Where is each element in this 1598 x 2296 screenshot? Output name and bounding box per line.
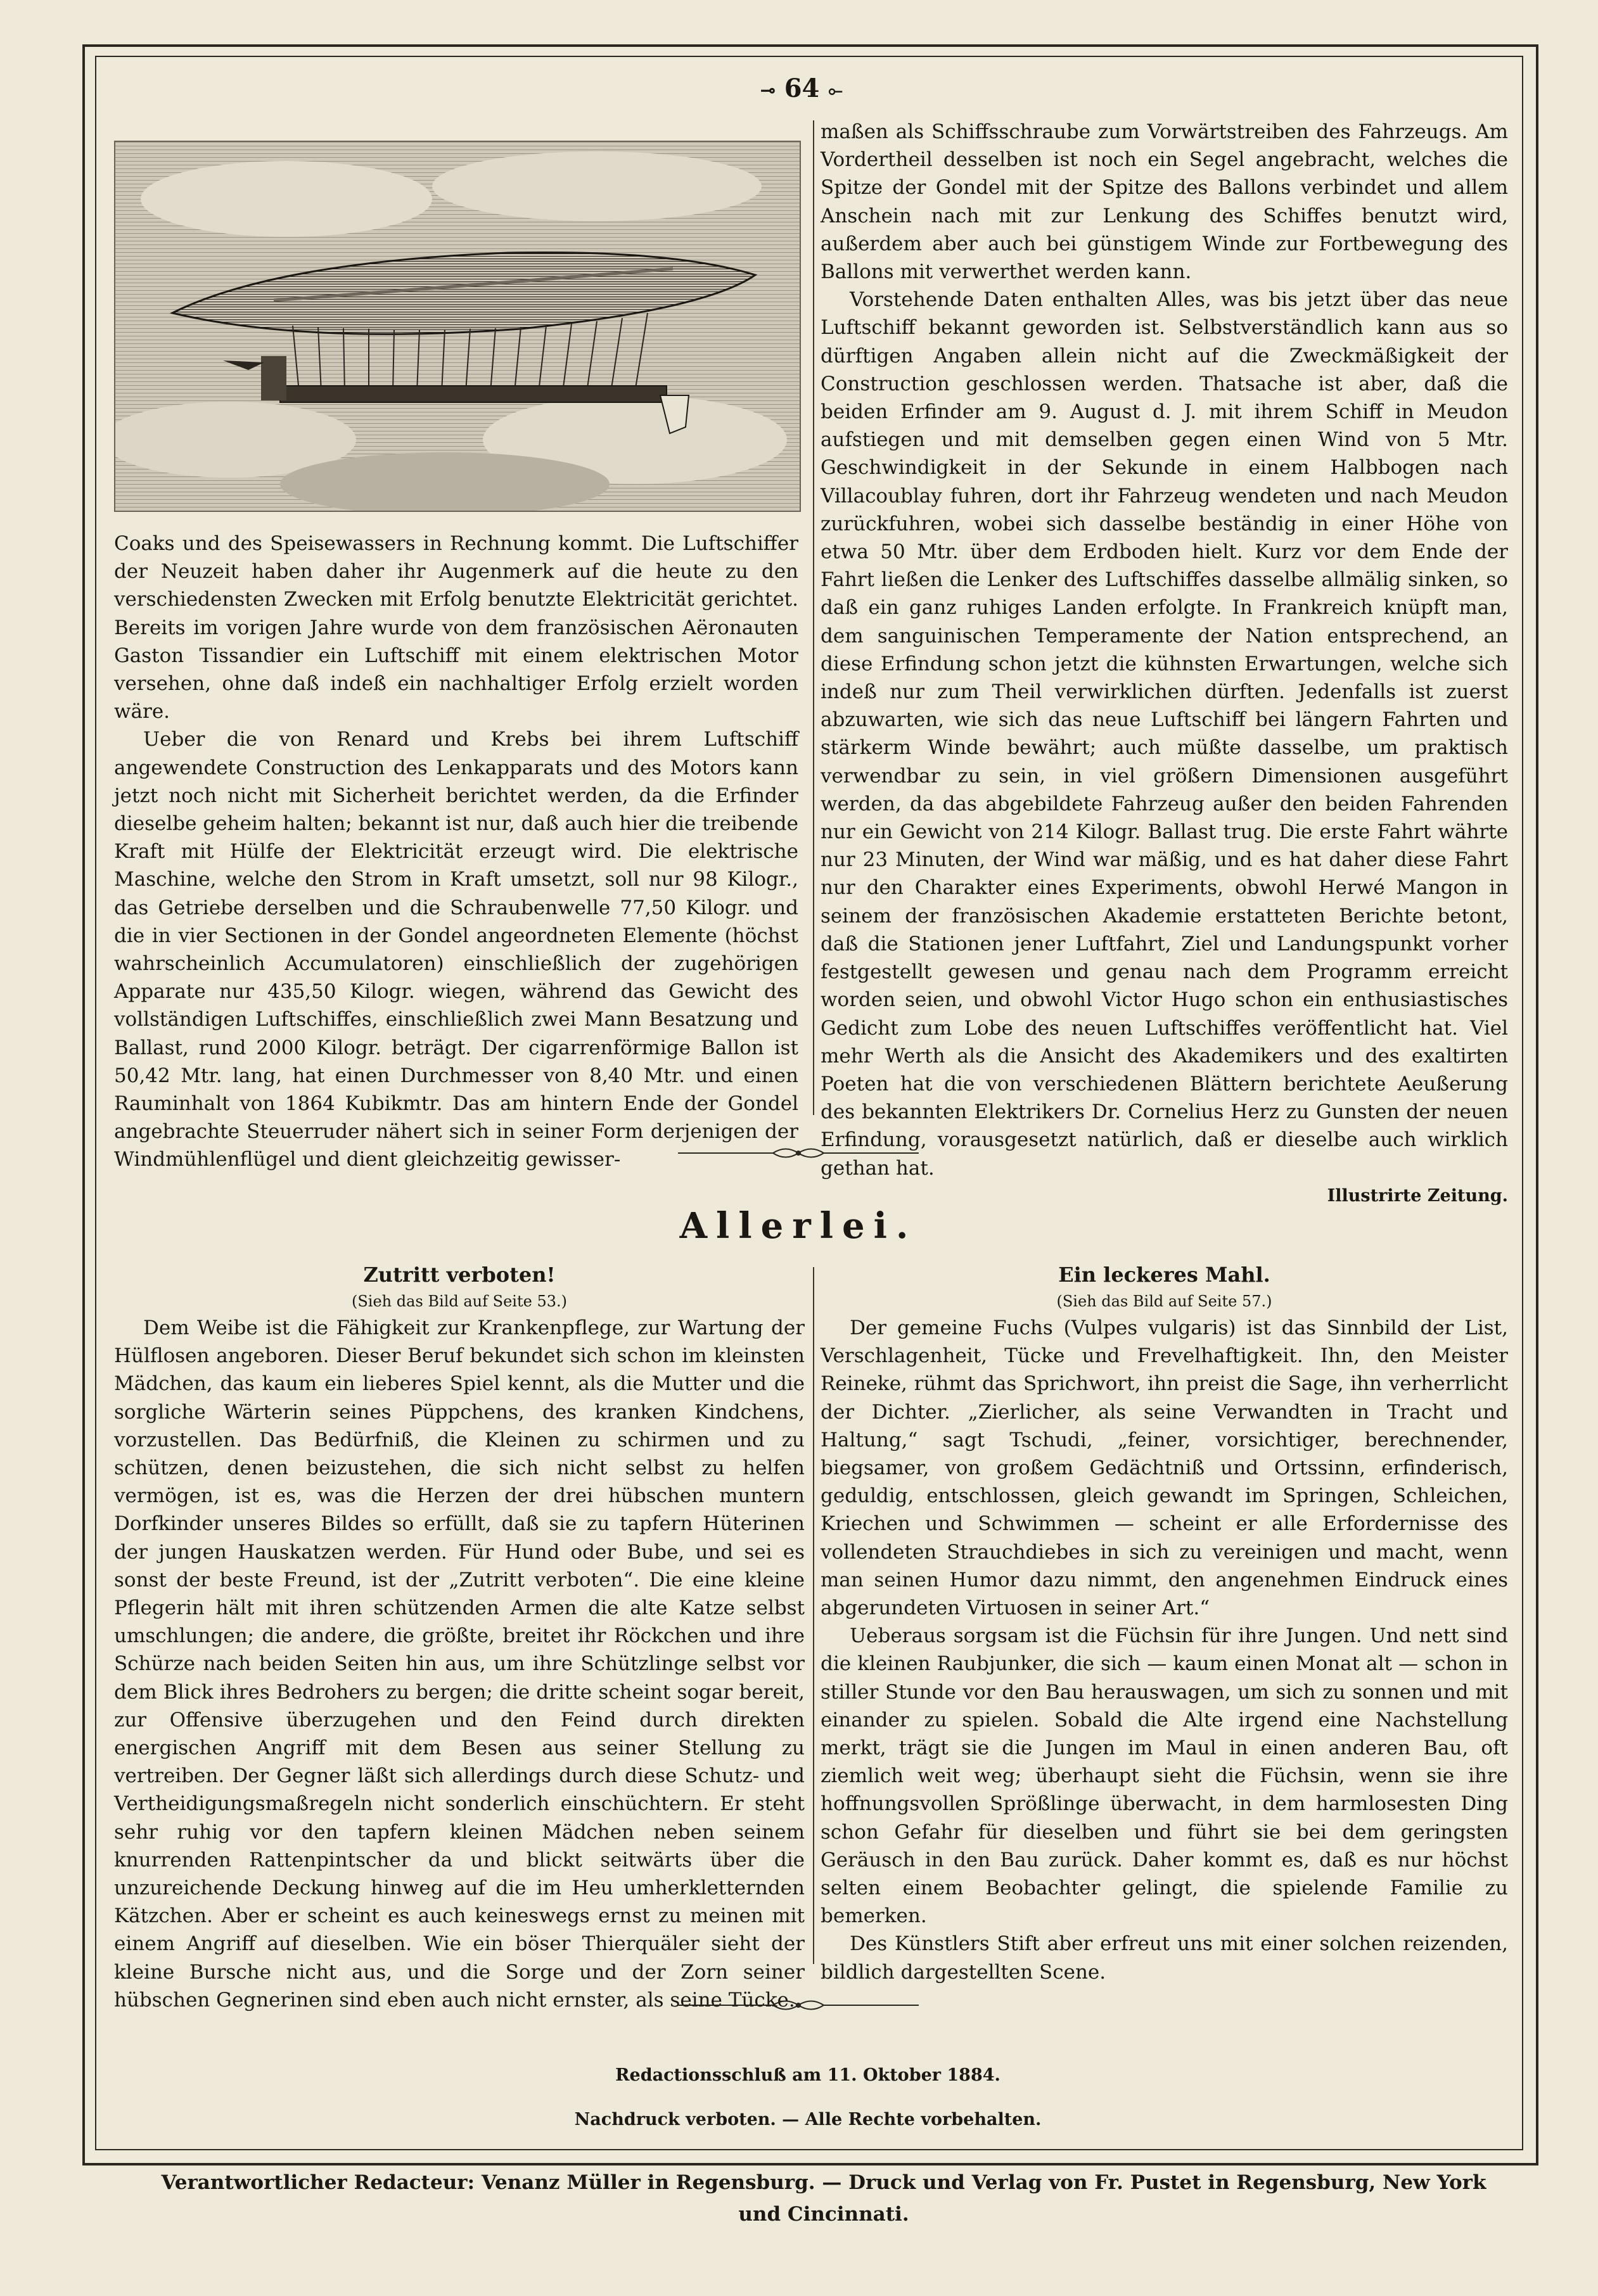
airship-engraving-icon bbox=[115, 142, 800, 511]
section-title: Allerlei. bbox=[679, 1205, 917, 1247]
article-zutritt-verboten bbox=[114, 1261, 805, 2012]
airship-illustration bbox=[114, 141, 801, 512]
article-title: Zutritt verboten! bbox=[363, 1263, 556, 1287]
rights-notice: Nachdruck verboten. — Alle Rechte vorbehalten. bbox=[574, 2110, 1042, 2129]
article-paragraph: Der gemeine Fuchs (Vulpes vulgaris) ist das Sinnbild der List, Verschlagenheit, Tücke und Frevelhaftigkeit. Ihn, den Meister Reineke, rühmt das Sprichwort, ihn preist die Sage, ihn verherrlicht der Dichter. „Zierlicher, als seine Verwandten in Tracht und Haltung,“ sagt Tschudi, „feiner, vorsichtiger, berechnender, biegsamer, von großem Gedächtniß und Ortssinn, erfinderisch, geduldig, entschlossen, gleich gewandt im Springen, Schleichen, Kriechen und Schwimmen — scheint er alle Erfordernisse des vollendeten Strauchdiebes in sich zu vereinigen und macht, wenn man seinen Humor dazu nimmt, den angenehmen Eindruck eines abgerundeten Virtuosen in seiner Art.“ bbox=[821, 1317, 1508, 1620]
airship-article-paragraph: maßen als Schiffsschraube zum Vorwärtstreiben des Fahrzeugs. Am Vordertheil desselben ist noch ein Segel angebracht, welches die Spitze der Gondel mit der Spitze des Ballons verbindet und allem Anschein nach mit zur Lenkung des Schiffes benutzt wird, außerdem aber auch bei günstigem Winde zur Fortbewegung des Ballons mit verwerthet werden kann. bbox=[821, 120, 1508, 284]
ornamental-separator bbox=[678, 1996, 919, 2015]
ornamental-separator bbox=[678, 1144, 919, 1163]
page-number bbox=[729, 70, 874, 108]
page-number-ornament-left: ⊸ bbox=[760, 80, 776, 101]
page-number-value: 64 bbox=[784, 73, 820, 103]
article-subtitle: (Sieh das Bild auf Seite 53.) bbox=[352, 1292, 567, 1310]
airship-article-paragraph: Vorstehende Daten enthalten Alles, was bis jetzt über das neue Luftschiff bekannt geworden ist. Selbstverständlich kann aus so dürftigen Angaben allein nicht auf die Zweckmäßigkeit der Construction geschlossen werden. Thatsache ist aber, daß die beiden Erfinder am 9. August d. J. mit ihrem Schiff in Meudon aufstiegen und mit demselben gegen einen Wind von 5 Mtr. Geschwindigkeit in der Sekunde in einem Halbbogen nach Villacoublay fuhren, dort ihr Fahrzeug wendeten und nach Meudon zurückfuhren, wobei sich dasselbe beständig in einer Höhe von etwa 50 Mtr. über dem Erdboden hielt. Kurz vor dem Ende der Fahrt ließen die Lenker des Luftschiffes dasselbe allmälig sinken, so daß ein ganz ruhiges Landen erfolgte. In Frankreich knüpft man, dem sanguinischen Temperamente der Nation entsprechend, an diese Erfindung schon jetzt die kühnsten Erwartungen, welche sich indeß nur zum Theil verwirklichen dürften. Jedenfalls ist zuerst abzuwarten, wie sich das neue Luftschiff bei längern Fahrten und stärkerm Winde bewährt; auch müßte dasselbe, um praktisch verwendbar zu sein, in viel größern Dimensionen ausgeführt werden, da das abgebildete Fahrzeug außer den beiden Fahrenden nur ein Gewicht von 214 Kilogr. Ballast trug. Die erste Fahrt währte nur 23 Minuten, der Wind war mäßig, und es hat daher diese Fahrt nur den Charakter eines Experiments, obwohl Herwé Mangon in seinem der französischen Akademie erstatteten Berichte betont, daß die Stationen jener Luftfahrt, Ziel und Landungspunkt vorher festgestellt gewesen und genau nach dem Programm erreicht worden seien, und obwohl Victor Hugo schon ein enthusiastisches Gedicht zum Lobe des neuen Luftschiffes veröffentlicht hat. Viel mehr Werth als die Ansicht des Akademikers und des exaltirten Poeten hat die von verschiedenen Blättern berichtete Aeußerung des bekannten Elektrikers Dr. Cornelius Herz zu Gunsten der neuen Erfindung, vorausgesetzt natürlich, daß er dieselbe auch wirklich gethan hat. bbox=[821, 288, 1508, 1180]
airship-article-paragraph: Coaks und des Speisewassers in Rechnung kommt. Die Luftschiffer der Neuzeit haben daher ihr Augenmerk auf die heute zu den verschiedensten Zwecken mit Erfolg benutzte Elektricität gerichtet. Bereits im vorigen Jahre wurde von dem französischen Aëronauten Gaston Tissandier ein Luftschiff mit einem elektrischen Motor versehen, ohne daß indeß ein nachhaltiger Erfolg erzielt worden wäre. bbox=[114, 532, 798, 724]
airship-article-paragraph: Ueber die von Renard und Krebs bei ihrem Luftschiff angewendete Construction des Lenkapparats und des Motors kann jetzt noch nicht mit Sicherheit berichtet werden, da die Erfinder dieselbe geheim halten; bekannt ist nur, daß auch hier die treibende Kraft mit Hülfe der Elektricität erzeugt wird. Die elektrische Maschine, welche den Strom in Kraft umsetzt, soll nur 98 Kilogr., das Getriebe derselben und die Schraubenwelle 77,50 Kilogr. und die in vier Sectionen in der Gondel angeordneten Elemente (höchst wahrscheinlich Accumulatoren) einschließlich der zugehörigen Apparate nur 435,50 Kilogr. wiegen, während das Gewicht des vollständigen Luftschiffes, einschließlich zwei Mann Besatzung und Ballast, rund 2000 Kilogr. beträgt. Der cigarrenförmige Ballon ist 50,42 Mtr. lang, hat einen Durchmesser von 8,40 Mtr. und einen Rauminhalt von 1864 Kubikmtr. Das am hintern Ende der Gondel angebrachte Steuerruder nähert sich in seiner Form derjenigen der Windmühlenflügel und dient gleichzeitig gewisser- bbox=[114, 728, 798, 1171]
page-number-ornament-right: ⟜ bbox=[828, 80, 843, 101]
article-title: Ein leckeres Mahl. bbox=[1058, 1263, 1270, 1287]
airship-article-left-column bbox=[114, 530, 798, 1171]
top-column-divider bbox=[813, 120, 814, 1115]
article-paragraph: Dem Weibe ist die Fähigkeit zur Krankenpflege, zur Wartung der Hülflosen angeboren. Dieser Beruf bekundet sich schon im kleinsten Mädchen, das kaum ein lieberes Spiel kennt, als die Mutter und die sorgliche Wärterin seines Püppchens, des kranken Kindchens, vorzustellen. Das Bedürfniß, die Kleinen zu schirmen und zu schützen, denen beizustehen, die sich nicht selbst zu helfen vermögen, ist es, was die Herzen der drei hübschen muntern Dorfkinder unseres Bildes so erfüllt, daß sie zu tapfern Hüterinen der jungen Hauskatzen werden. Für Hund oder Bube, und sei es sonst der beste Freund, ist der „Zutritt verboten“. Die eine kleine Pflegerin hält mit ihren schützenden Armen die alte Katze selbst umschlungen; die andere, die größte, breitet ihr Röckchen und ihre Schürze nach beiden Seiten hin aus, um ihre Schützlinge selbst vor dem Blick ihres Bedrohers zu bergen; die dritte scheint sogar bereit, zur Offensive überzugehen und den Feind durch direkten energischen Angriff mit dem Besen aus seiner Stellung zu vertreiben. Der Gegner läßt sich allerdings durch diese Schutz- und Vertheidigungsmaßregeln nicht sonderlich einschüchtern. Er steht sehr ruhig vor den tapfern kleinen Mädchen neben seinem knurrenden Rattenpintscher da und blickt seitwärts über die unzureichende Deckung hinweg auf die im Heu umherkletternden Kätzchen. Aber er scheint es auch keineswegs ernst zu meinen mit einem Angriff auf dieselben. Wie ein böser Thierquäler sieht der kleine Bursche nicht aus, und die Sorge und der Zorn seiner hübschen Gegnerinen sind eben auch nicht ernster, als seine Tücke. bbox=[114, 1317, 805, 2012]
article-subtitle: (Sieh das Bild auf Seite 57.) bbox=[1056, 1292, 1272, 1310]
airship-article-right-column bbox=[821, 118, 1508, 1206]
article-paragraph: Des Künstlers Stift aber erfreut uns mit einer solchen reizenden, bildlich dargestellten Scene. bbox=[821, 1932, 1508, 1984]
article-source-credit: Illustrirte Zeitung. bbox=[1327, 1185, 1508, 1206]
closing-date: Redactionsschluß am 11. Oktober 1884. bbox=[615, 2065, 1000, 2085]
article-ein-leckeres-mahl bbox=[821, 1261, 1508, 1984]
article-paragraph: Ueberaus sorgsam ist die Füchsin für ihre Jungen. Und nett sind die kleinen Raubjunker, die sich — kaum einen Monat alt — schon in stiller Stunde vor den Bau herauswagen, um sich zu sonnen und mit einander zu spielen. Sobald die Alte irgend eine Nachstellung merkt, trägt sie die Jungen im Maul in einen anderen Bau, oft ziemlich weit weg; überhaupt sieht die Füchsin, wenn sie ihre hoffnungsvollen Sprößlinge überwacht, in dem harmlosesten Ding schon Gefahr für dieselben und führt sie bei dem geringsten Geräusch in den Bau zurück. Daher kommt es, daß es nur höchst selten einem Beobachter gelingt, die spielende Familie zu bemerken. bbox=[821, 1624, 1508, 1928]
bottom-column-divider bbox=[813, 1267, 814, 1964]
imprint-line: Verantwortlicher Redacteur: Venanz Müller in Regensburg. — Druck und Verlag von Fr. Pustet in Regensburg, New York und Cincinnati. bbox=[161, 2171, 1486, 2226]
